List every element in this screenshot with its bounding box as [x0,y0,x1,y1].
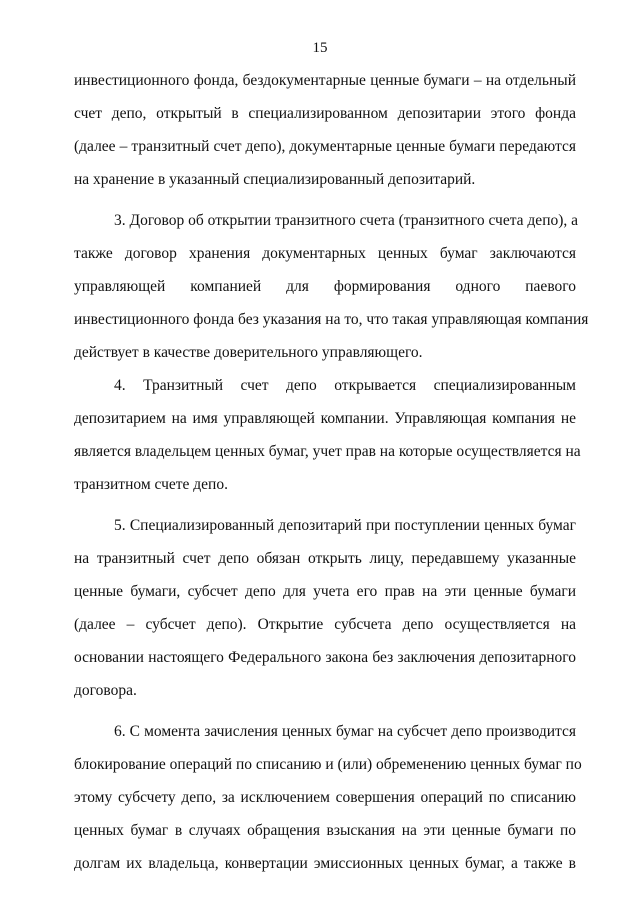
text-line: этому субсчету депо, за исключением совершения операций по списанию [74,789,576,806]
text-line: (далее – субсчет депо). Открытие субсчета депо осуществляется на [74,616,576,633]
text-line: инвестиционного фонда без указания на то, что такая управляющая компания [74,311,589,328]
page-number: 15 [312,40,328,56]
paragraph-5 [74,509,576,707]
text-line: 3. Договор об открытии транзитного счета (транзитного счета депо), а [114,212,579,229]
text-line: 4. Транзитный счет депо открывается специализированным [114,377,576,394]
document-body [74,64,589,880]
text-line: блокирование операций по списанию и (или) обременению ценных бумаг по [74,756,582,773]
text-line: (далее – транзитный счет депо), документарные ценные бумаги передаются [74,138,576,155]
text-line: на транзитный счет депо обязан открыть лицу, передавшему указанные [74,550,576,567]
paragraph-continuation [74,64,576,196]
text-line: является владельцем ценных бумаг, учет прав на которые осуществляется на [74,443,581,460]
paragraph-4 [74,369,581,501]
text-line: также договор хранения документарных ценных бумаг заключаются [74,245,576,262]
paragraph-3 [74,204,589,369]
text-line: 6. С момента зачисления ценных бумаг на субсчет депо производится [114,723,576,740]
text-line: долгам их владельца, конвертации эмиссионных ценных бумаг, а также в [74,855,576,872]
text-line: 5. Специализированный депозитарий при поступлении ценных бумаг [114,517,576,534]
text-line: управляющей компанией для формирования одного паевого [74,278,576,295]
text-line: основании настоящего Федерального закона без заключения депозитарного [74,649,576,666]
paragraph-6 [74,715,582,880]
text-line: на хранение в указанный специализированный депозитарий. [74,171,476,188]
text-line: инвестиционного фонда, бездокументарные ценные бумаги – на отдельный [74,72,576,89]
text-line: депозитарием на имя управляющей компании. Управляющая компания не [74,410,576,427]
text-line: счет депо, открытый в специализированном депозитарии этого фонда [74,105,576,122]
text-line: транзитном счете депо. [74,476,228,493]
text-line: ценные бумаги, субсчет депо для учета его прав на эти ценные бумаги [74,583,576,600]
text-line: договора. [74,682,137,699]
text-line: действует в качестве доверительного управляющего. [74,344,423,361]
text-line: ценных бумаг в случаях обращения взыскания на эти ценные бумаги по [74,822,576,839]
